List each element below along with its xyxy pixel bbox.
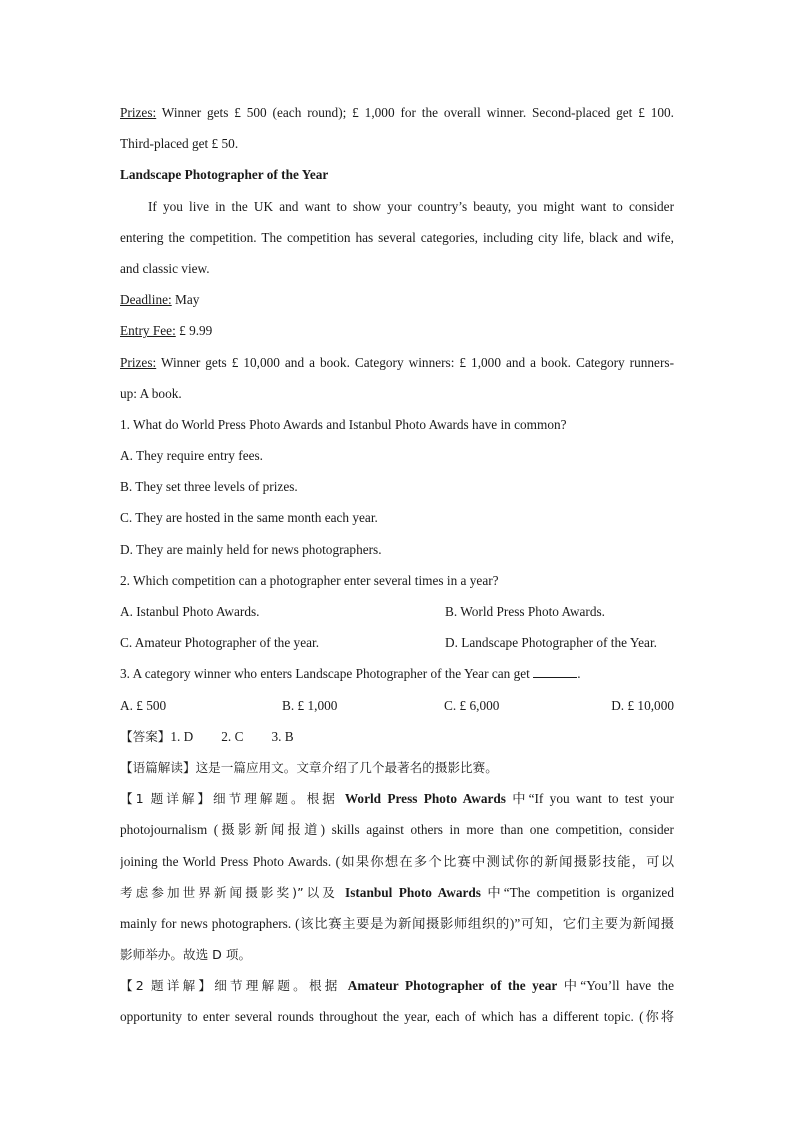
explain-1-line2: photojournalism (摄影新闻报道) skills against others in more than one competition, consider (120, 822, 674, 838)
reading-label: 【语篇解读】 (120, 759, 196, 775)
question-3-option-c: C. £ 6,000 (444, 697, 500, 713)
question-3-options (120, 690, 674, 721)
explain-1-line4-c: 中“The competition is organized (480, 884, 674, 900)
deadline-label: Deadline: (120, 292, 172, 308)
explain-1-line4-competition: Istanbul Photo Awards (345, 884, 481, 900)
question-2-options-row1 (120, 596, 674, 627)
question-2-stem: 2. Which competition can a photographer enter several times in a year? (120, 572, 499, 588)
explain-2-text-c: 中“You’ll have the (557, 978, 674, 994)
landscape-para-line1: If you live in the UK and want to show your country’s beauty, you might want to consider (148, 198, 674, 214)
question-2-option-b: B. World Press Photo Awards. (445, 604, 605, 619)
answer-3: 3. B (271, 728, 294, 744)
reading-text: 这是一篇应用文。文章介绍了几个最著名的摄影比赛。 (195, 759, 498, 775)
question-3-stem-end: . (577, 666, 581, 682)
question-1-option-b: B. They set three levels of prizes. (120, 479, 298, 495)
amateur-prizes-text: Winner gets £ 500 (each round); £ 1,000 for the overall winner. Second-placed get £ 100. (156, 105, 674, 120)
explain-1-line4-a: 考虑参加世界新闻摄影奖)”以及 (120, 884, 346, 900)
question-1-option-d: D. They are mainly held for news photographers. (120, 541, 382, 557)
landscape-prizes-line1 (120, 347, 674, 378)
explain-2-line1 (120, 970, 674, 1001)
deadline-value: May (171, 292, 200, 308)
landscape-title: Landscape Photographer of the Year (120, 167, 329, 183)
explain-1-label: 【1 题详解】 (120, 791, 214, 807)
landscape-para-line3: and classic view. (120, 260, 210, 276)
entry-fee-value: £ 9.99 (175, 323, 213, 339)
question-3-option-b: B. £ 1,000 (282, 697, 338, 713)
question-1-stem: 1. What do World Press Photo Awards and Istanbul Photo Awards have in common? (120, 416, 567, 432)
amateur-prizes-line1 (120, 97, 674, 128)
landscape-para-line2: entering the competition. The competition has several categories, including city life, black and wife, (120, 229, 674, 245)
prizes-label: Prizes: (120, 354, 157, 370)
explain-1-line6: 影师举办。故选 D 项。 (120, 947, 252, 963)
amateur-prizes-line2: Third-placed get £ 50. (120, 136, 239, 152)
explain-1-text-a: 细节理解题。根据 (213, 791, 345, 807)
question-1-option-a: A. They require entry fees. (120, 448, 264, 464)
landscape-prizes-text: Winner gets £ 10,000 and a book. Category winners: £ 1,000 and a book. Category runners- (156, 354, 674, 370)
answer-blank (533, 663, 577, 678)
explain-1-line3: joining the World Press Photo Awards. (如果你想在多个比赛中测试你的新闻摄影技能，可以 (120, 853, 674, 869)
answer-line (120, 721, 674, 752)
explain-1-competition: World Press Photo Awards (344, 791, 506, 807)
answer-label: 【答案】 (120, 728, 171, 744)
question-3-option-a: A. £ 500 (120, 697, 167, 713)
question-3-option-d: D. £ 10,000 (611, 697, 674, 713)
question-3-stem (120, 658, 674, 689)
explain-2-text-a: 细节理解题。根据 (214, 978, 348, 994)
landscape-prizes-line2: up: A book. (120, 385, 182, 401)
explain-1-text-c: 中“If you want to test your (505, 791, 674, 807)
explain-1-line5: mainly for news photographers. (该比赛主要是为新闻摄影师组织的)”可知，它们主要为新闻摄 (120, 915, 674, 931)
answer-1: 1. D (170, 728, 194, 744)
question-1-option-c: C. They are hosted in the same month each year. (120, 510, 378, 526)
explain-2-label: 【2 题详解】 (120, 978, 215, 994)
entry-fee-label: Entry Fee: (120, 323, 176, 339)
landscape-deadline (120, 284, 674, 315)
explain-2-competition: Amateur Photographer of the year (347, 978, 558, 994)
question-3-stem-text: 3. A category winner who enters Landscape Photographer of the Year can get (120, 666, 534, 682)
explain-1-line4 (120, 877, 674, 908)
landscape-entry-fee (120, 315, 674, 346)
prizes-label: Prizes: (120, 105, 157, 120)
question-2-option-a: A. Istanbul Photo Awards. (120, 604, 260, 619)
question-2-option-d: D. Landscape Photographer of the Year. (445, 635, 657, 651)
explain-2-line2: opportunity to enter several rounds throughout the year, each of which has a different topic. (你将 (120, 1009, 674, 1025)
question-2-option-c: C. Amateur Photographer of the year. (120, 635, 320, 651)
answer-2: 2. C (221, 728, 244, 744)
explain-1-line1 (120, 783, 674, 814)
question-2-options-row2 (120, 627, 674, 658)
reading-line (120, 752, 674, 783)
document-content (120, 97, 674, 1033)
